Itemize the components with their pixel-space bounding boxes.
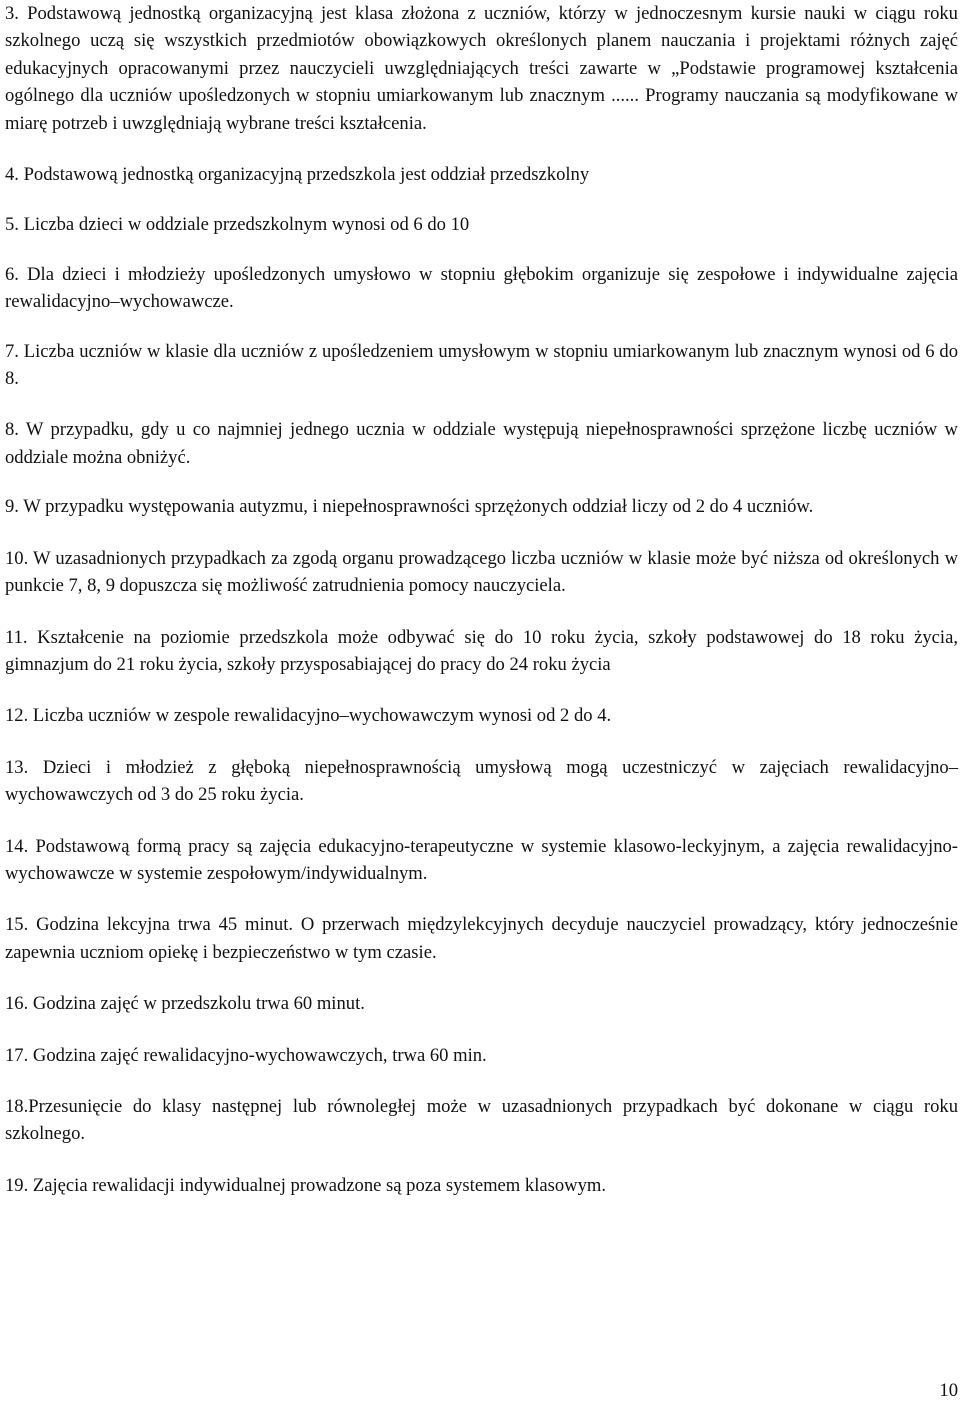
paragraph-3-line-3: określonych planem nauczania i projektami różnych zajęć edukacyjnych opracowanymi przez [5,30,958,79]
paragraph-19 [5,1172,958,1199]
paragraph-9 [5,493,958,520]
paragraph-3-line-4: nauczycieli uwzględniających treści zawarte w „Podstawie programowej kształcenia ogólnego dla [5,57,958,107]
paragraph-3-line-6: Programy nauczania są modyfikowane w miarę potrzeb i uwzględniają wybrane treści kształcenia. [5,85,958,134]
paragraph-14 [5,833,958,888]
paragraph-6 [5,261,958,316]
paragraph-6-line-2: indywidualne zajęcia rewalidacyjno–wychowawcze. [5,263,958,313]
paragraph-7-line-2: lub znacznym wynosi od 6 do 8. [5,340,959,390]
paragraph-15 [5,911,958,966]
paragraph-13-line-2: rewalidacyjno–wychowawczych od 3 do 25 roku życia. [5,756,959,806]
paragraph-15-line-1: 15. Godzina lekcyjna trwa 45 minut. O przerwach międzylekcyjnych decyduje nauczyciel [5,914,706,936]
paragraph-9-line-1: 9. W przypadku występowania autyzmu, i niepełnosprawności sprzężonych oddział liczy od 2 do 4 [5,496,743,518]
paragraph-11 [5,624,958,679]
paragraph-5 [5,211,958,238]
paragraph-8-line-2: sprzężone liczbę uczniów w oddziale można obniżyć. [5,419,958,468]
paragraph-7 [5,338,958,393]
paragraph-7-line-1: 7. Liczba uczniów w klasie dla uczniów z upośledzeniem umysłowym w stopniu umiarkowanym [5,340,730,362]
paragraph-4-line-1: 4. Podstawową jednostką organizacyjną przedszkola jest oddział przedszkolny [5,164,590,186]
paragraph-10-line-1: 10. W uzasadnionych przypadkach za zgodą organu prowadzącego liczba uczniów w klasie może [5,547,737,569]
paragraph-11-line-2: do 18 roku życia, gimnazjum do 21 roku życia, szkoły przysposabiającej do pracy do 24 roku życia [5,626,958,675]
paragraph-14-line-2: a zajęcia rewalidacyjno-wychowawcze w systemie zespołowym/indywidualnym. [5,835,958,884]
paragraph-8 [5,416,958,471]
paragraph-10-line-3: nauczyciela. [473,575,566,597]
document-page [5,0,958,1199]
paragraph-8-line-1: 8. W przypadku, gdy u co najmniej jednego ucznia w oddziale występują niepełnosprawności [5,419,734,441]
paragraph-3-line-5: uczniów upośledzonych w stopniu umiarkowanym lub znacznym ...... [109,85,639,107]
paragraph-17 [5,1042,958,1069]
paragraph-13-line-1: 13. Dzieci i młodzież z głęboką niepełnosprawnością umysłową mogą uczestniczyć w zajęciach [5,756,829,778]
paragraph-17-line-1: 17. Godzina zajęć rewalidacyjno-wychowawczych, trwa 60 min. [5,1044,487,1066]
paragraph-6-line-1: 6. Dla dzieci i młodzieży upośledzonych umysłowo w stopniu głębokim organizuje się zespołowe i [5,263,789,285]
paragraph-4 [5,161,958,188]
paragraph-9-line-2: uczniów. [746,496,814,518]
paragraph-3-line-1: 3. Podstawową jednostką organizacyjną jest klasa złożona z uczniów, którzy w jednoczesnym [5,3,743,24]
paragraph-15-line-2: prowadzący, który jednocześnie zapewnia uczniom opiekę i bezpieczeństwo w tym czasie. [5,914,958,963]
paragraph-13 [5,754,958,809]
paragraph-12-line-1: 12. Liczba uczniów w zespole rewalidacyjno–wychowawczym wynosi od 2 do 4. [5,705,612,727]
paragraph-5-line-1: 5. Liczba dzieci w oddziale przedszkolnym wynosi od 6 do 10 [5,214,470,236]
paragraph-3 [5,0,958,137]
paragraph-10-line-2: być niższa od określonych w punkcie 7, 8, 9 dopuszcza się możliwość zatrudnienia pomocy [5,547,958,597]
page-number: 10 [939,1380,958,1401]
paragraph-12 [5,702,958,729]
paragraph-11-line-1: 11. Kształcenie na poziomie przedszkola może odbywać się do 10 roku życia, szkoły podstawowej [5,626,805,648]
paragraph-18-line-2: dokonane w ciągu roku szkolnego. [5,1095,958,1145]
paragraph-19-line-1: 19. Zajęcia rewalidacji indywidualnej prowadzone są poza systemem klasowym. [5,1174,607,1196]
paragraph-18-line-1: 18.Przesunięcie do klasy następnej lub równoległej może w uzasadnionych przypadkach być [5,1095,756,1117]
paragraph-10 [5,545,958,600]
paragraph-14-line-1: 14. Podstawową formą pracy są zajęcia edukacyjno-terapeutyczne w systemie klasowo-leckyjnym, [5,835,765,857]
paragraph-18 [5,1093,958,1148]
paragraph-16 [5,990,958,1017]
paragraph-3-line-2: kursie nauki w ciągu roku szkolnego uczą się wszystkich przedmiotów obowiązkowych [5,3,958,52]
paragraph-16-line-1: 16. Godzina zajęć w przedszkolu trwa 60 minut. [5,993,365,1015]
